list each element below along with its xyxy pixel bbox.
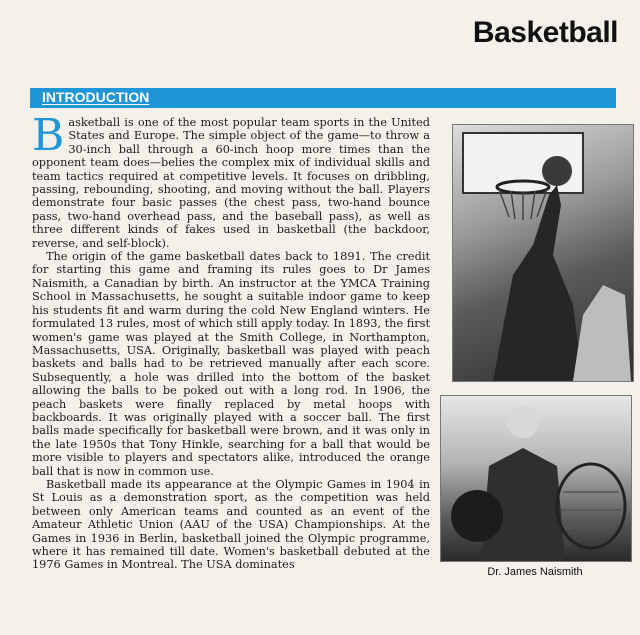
paragraph-3: Basketball made its appearance at the Olympic Games in 1904 in St Louis as a demonstration sport, as the competition was held between only American teams and counted as an event of the Amateur Athletic Union (AAU of the USA) Championships. At the Games in 1936 in Berlin, basketball joined the Olympic programme, where it has remained till date. Women's basketball debuted at the 1976 Games in Montreal. The USA dominates	[32, 477, 430, 572]
naismith-portrait-illustration	[441, 396, 631, 561]
photo-caption: Dr. James Naismith	[487, 566, 583, 578]
page-title: Basketball	[472, 16, 618, 49]
article-body	[32, 110, 430, 572]
drop-cap: B	[32, 110, 65, 161]
paragraph-1	[32, 110, 430, 250]
paragraph-2: The origin of the game basketball dates back to 1891. The credit for starting this game and framing its rules goes to Dr James Naismith, a Canadian by birth. An instructor at the YMCA Training School in Massachusetts, he sought a suitable indoor game to keep his students fit and warm during the cold New England winters. He formulated 13 rules, most of which still apply today. In 1893, the first women's game was played at the Smith College, in Northampton, Massachusetts, USA. Originally, basketball was played with peach baskets and balls had to be retrieved manually after each score. Subsequently, a hole was drilled into the bottom of the basket allowing the balls to be poked out with a long rod. In 1906, the peach baskets were finally replaced by metal hoops with backboards. It was originally played with a soccer ball. The first balls made specifically for basketball were brown, and it was only in the late 1950s that Tony Hinkle, searching for a ball that would be more visible to players and spectators alike, introduced the orange ball that is now in common use.	[32, 250, 430, 478]
section-header-bar	[30, 88, 616, 108]
paragraph-1-text: asketball is one of the most popular team sports in the United States and Europe. The simple object of the game—to throw a 30-inch ball through a 60-inch hoop more times than the opponent team does—belies the complex mix of individual skills and team tactics required at competitive levels. It focuses on dribbling, passing, rebounding, shooting, and moving without the ball. Players demonstrate four basic passes (the chest pass, two-hand bounce pass, two-hand overhead pass, and the baseball pass), as well as three different kinds of fakes used in basketball (the backdoor, reverse, and self-block).	[32, 116, 430, 250]
basketball-game-illustration	[453, 125, 633, 381]
naismith-portrait-photo	[440, 395, 632, 562]
basketball-game-photo	[452, 124, 634, 382]
section-label: INTRODUCTION	[42, 89, 150, 105]
